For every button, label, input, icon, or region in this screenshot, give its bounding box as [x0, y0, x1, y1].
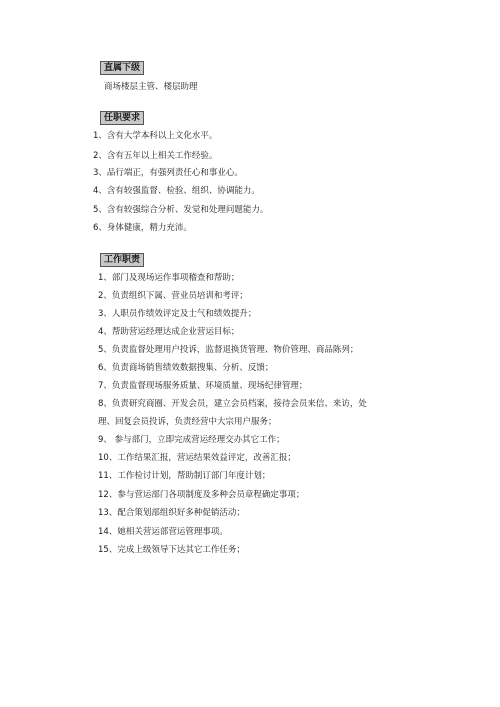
requirements-heading: 任职要求	[100, 111, 144, 125]
requirement-item: 3、品行端正，有强列责任心和事业心。	[93, 168, 243, 178]
duties-heading: 工作职责	[100, 253, 144, 267]
duty-item: 4、帮助营运经理达成企业营运目标；	[98, 327, 240, 337]
duty-item: 5、负责监督处理用户投诉，监督退换货管理、物价管理、商品陈列；	[98, 345, 359, 355]
duty-item: 7、负责监督现场服务质量、环境质量、现场纪律管理；	[98, 381, 308, 391]
duty-item: 13、配合策划部组织好多种促销活动；	[98, 508, 245, 518]
duty-item: 3、人职员作绩效评定及士气和绩效提升；	[98, 309, 257, 319]
requirement-item: 1、含有大学本科以上文化水平。	[93, 131, 218, 141]
duty-item: 1、部门及现场运作事项稽查和帮助；	[98, 273, 240, 283]
duty-item: 6、负责商场销售绩效数据搜集、分析、反馈；	[98, 363, 274, 373]
requirement-item: 2、含有五年以上相关工作经验。	[93, 151, 218, 161]
duty-item: 8、负责研究商圈、开发会员，建立会员档案，接待会员来信、来访，处理、回复会员投诉，负责经营中大宗用户服务；	[98, 399, 367, 427]
duty-item: 2、负责组织下属、营业员培训和考评；	[98, 291, 248, 301]
duty-item: 12、参与营运部门各项制度及多种会员章程确定事项；	[98, 490, 305, 500]
subordinates-heading: 直属下级	[100, 61, 144, 75]
duty-item: 10、工作结果汇报，营运结果效益评定，改善汇报；	[98, 453, 296, 463]
subordinates-text: 商场楼层主管、楼层助理	[104, 82, 198, 92]
duty-item: 11、工作检讨计划，帮助制订部门年度计划；	[98, 471, 271, 481]
duty-item: 14、她相关营运部营运管理事项。	[98, 527, 228, 537]
requirement-item: 6、身体健康，精力充沛。	[93, 223, 192, 233]
duty-item: 9、 参与部门，立即完成营运经理交办其它工作；	[98, 435, 285, 445]
duty-item: 15、完成上级领导下达其它工作任务；	[98, 545, 245, 555]
requirement-item: 5、含有较强综合分析、发觉和处理问题能力。	[93, 205, 269, 215]
requirement-item: 4、含有较强监督、检验、组织、协调能力。	[93, 186, 260, 196]
